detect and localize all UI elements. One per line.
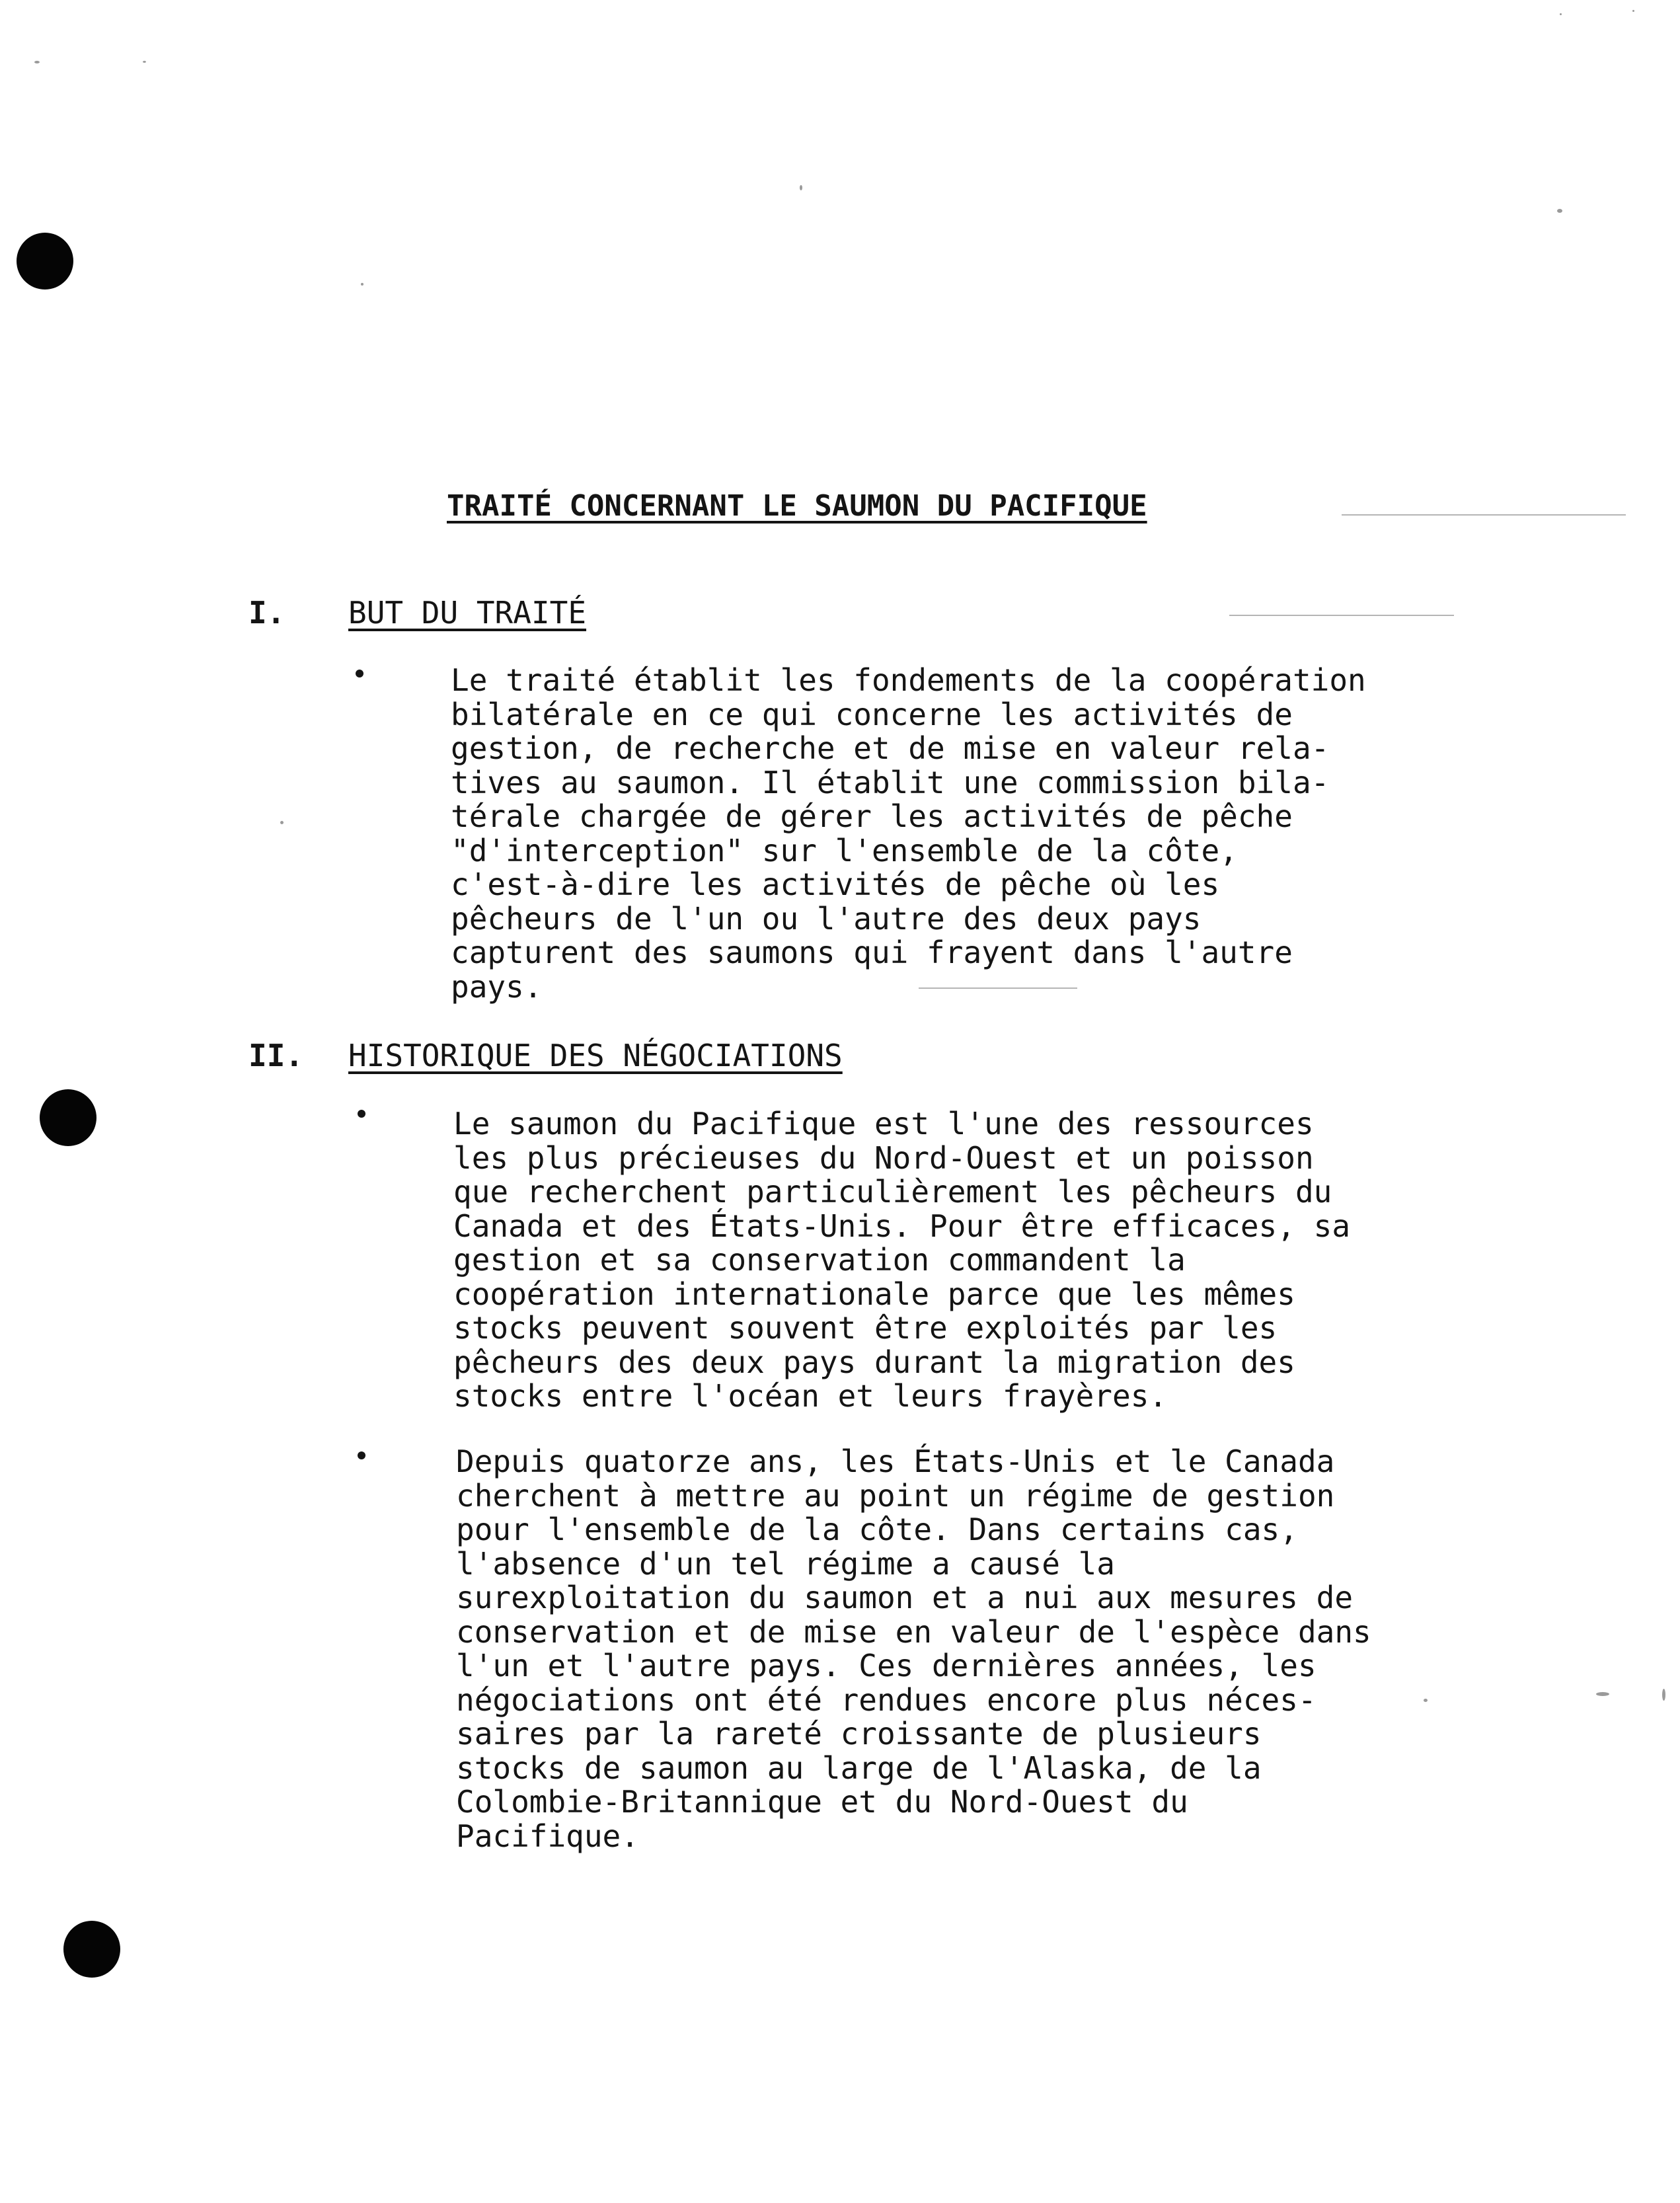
- bullet-icon: [358, 1451, 365, 1459]
- punch-hole-bottom: [63, 1921, 120, 1978]
- scan-speck: [143, 61, 146, 63]
- scan-speck: [1662, 1689, 1665, 1701]
- scan-speck: [1557, 209, 1562, 213]
- section-number: II.: [248, 1038, 304, 1073]
- scan-speck: [34, 61, 40, 63]
- punch-hole-top: [17, 233, 73, 290]
- scan-speck: [800, 185, 802, 190]
- bullet-icon: [356, 670, 363, 677]
- scan-speck: [1632, 10, 1634, 12]
- punch-hole-middle: [40, 1089, 96, 1146]
- section-paragraph: Depuis quatorze ans, les États-Unis et le Canada cherchent à mettre au point un régime de gestion pour l'ensemble de la côte. Dans certains cas, l'absence d'un tel régime a causé la surexploitation du saumon et a nui aux mesures de conservation et de mise en valeur de l'espèce dans l'un et l'autre pays. Ces dernières années, les négociations ont été rendues encore plus néces- saires par la rareté croissante de plusieurs stocks de saumon au large de l'Alaska, de la Colombie-Britannique et du Nord-Ouest du Pacifique.: [456, 1444, 1371, 1854]
- section-heading: HISTORIQUE DES NÉGOCIATIONS: [348, 1038, 843, 1073]
- scan-line: [1342, 514, 1626, 516]
- scan-speck: [1596, 1692, 1609, 1696]
- section-paragraph: Le traité établit les fondements de la coopération bilatérale en ce qui concerne les activités de gestion, de recherche et de mise en valeur rela- tives au saumon. Il établit une commission bila- térale chargée de gérer les activités de pêche "d'interception" sur l'ensemble de la côte, c'est-à-dire les activités de pêche où les pêcheurs de l'un ou l'autre des deux pays capturent des saumons qui frayent dans l'autre pays.: [451, 662, 1366, 1005]
- section-number: I.: [248, 595, 286, 631]
- scan-line: [1229, 615, 1454, 616]
- section-paragraph: Le saumon du Pacifique est l'une des ressources les plus précieuses du Nord-Ouest et un poisson que recherchent particulièrement les pêcheurs du Canada et des États-Unis. Pour être efficaces, sa gestion et sa conservation commandent la coopération internationale parce que les mêmes stocks peuvent souvent être exploités par les pêcheurs des deux pays durant la migration des stocks entre l'océan et leurs frayères.: [453, 1106, 1351, 1414]
- bullet-icon: [358, 1110, 365, 1118]
- scan-speck: [361, 283, 363, 286]
- document-title: TRAITÉ CONCERNANT LE SAUMON DU PACIFIQUE: [447, 489, 1147, 523]
- section-heading: BUT DU TRAITÉ: [348, 595, 587, 631]
- scan-speck: [1560, 13, 1562, 15]
- scan-speck: [280, 821, 284, 824]
